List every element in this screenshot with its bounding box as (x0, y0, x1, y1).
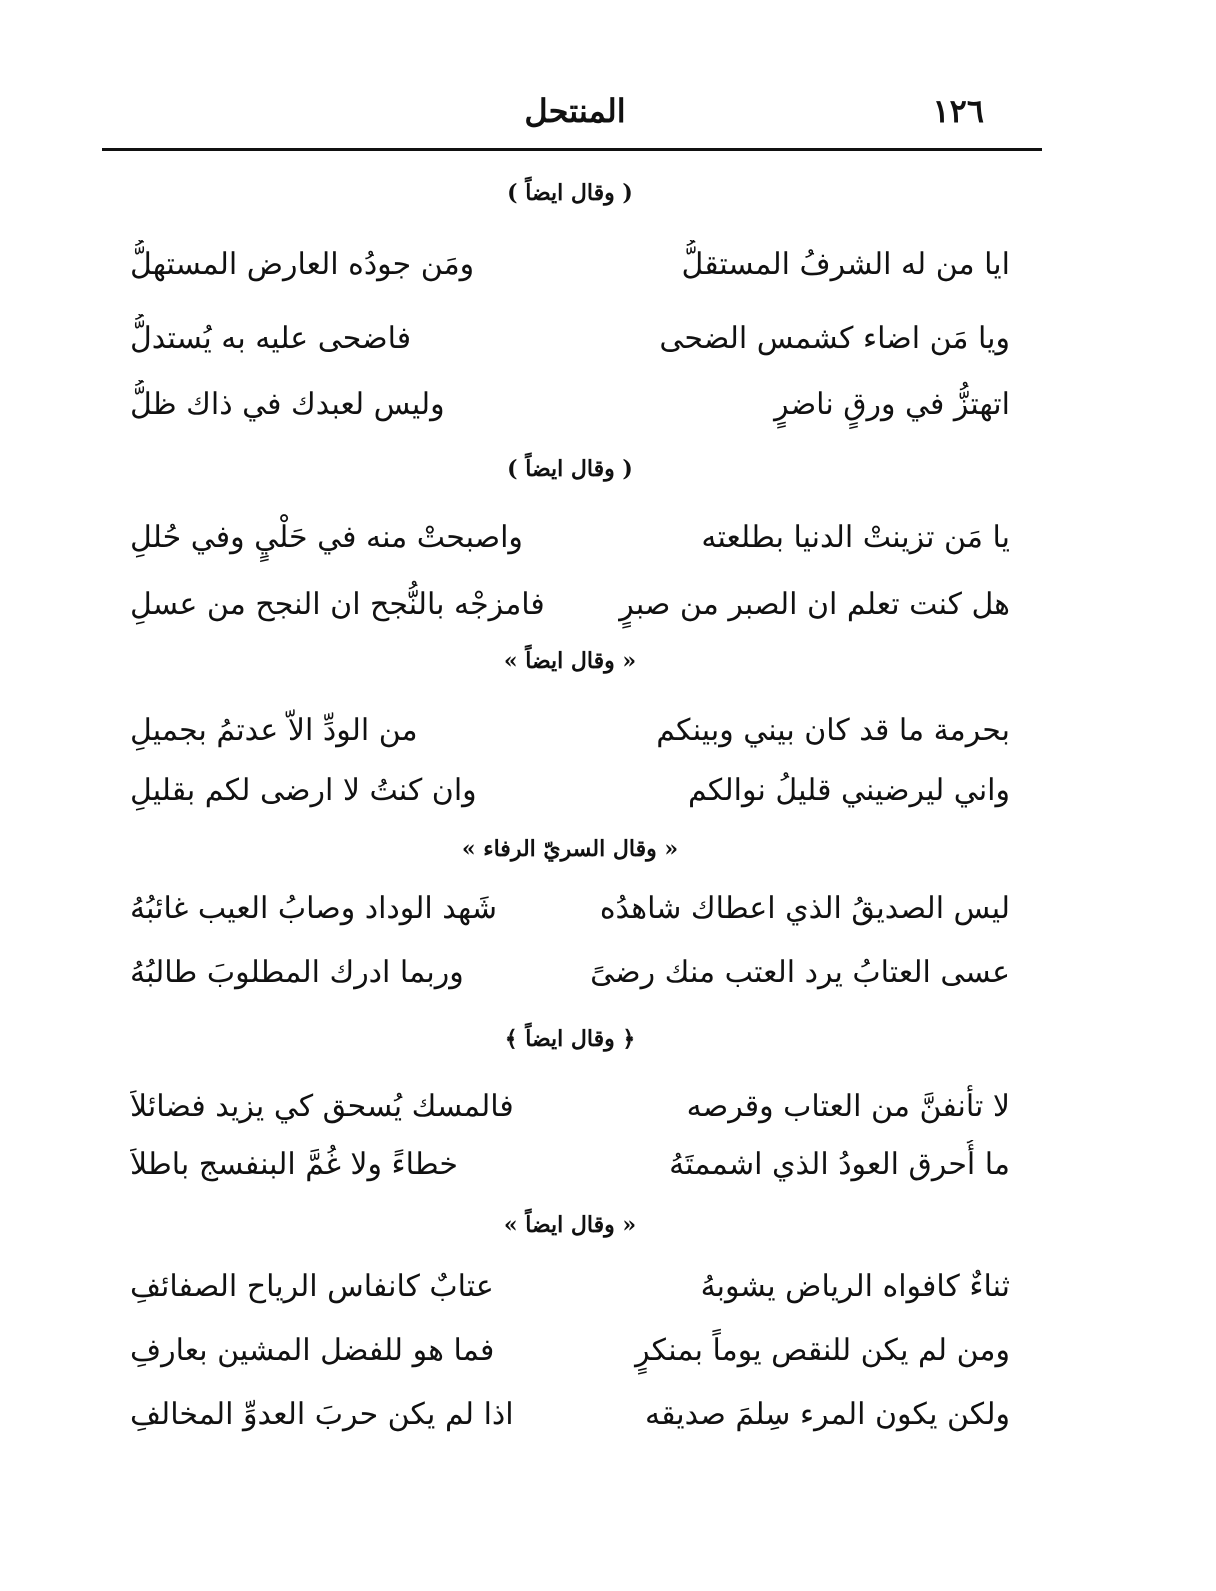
header-rule (102, 148, 1042, 151)
running-title: المنتحل (524, 92, 626, 130)
verse (130, 1082, 1010, 1132)
section-heading: ( وقال ايضاً ) (507, 456, 633, 482)
verse-second-hemistich: وان كنتُ لا ارضى لكم بقليلِ (130, 773, 477, 808)
verse-first-hemistich: ما أُحرق العودُ الذي اشممتَهُ (669, 1147, 1010, 1182)
verse (130, 1326, 1010, 1376)
section-heading: « وقال ايضاً » (503, 1212, 637, 1238)
verse-second-hemistich: واصبحتْ منه في حَلْيٍ وفي حُللِ (130, 520, 523, 555)
verse-first-hemistich: عسى العتابُ يرد العتب منك رضىً (590, 955, 1010, 990)
verse-second-hemistich: ومَن جودُه العارض المستهلُّ (130, 247, 475, 282)
verse-second-hemistich: فما هو للفضل المشين بعارفِ (130, 1333, 495, 1368)
verse-second-hemistich: اذا لم يكن حربَ العدوِّ المخالفِ (130, 1397, 514, 1432)
verse-second-hemistich: خطاءً ولا غُمَّ البنفسج باطلاَ (130, 1147, 458, 1182)
verse-first-hemistich: واني ليرضيني قليلُ نوالكم (687, 773, 1010, 808)
verse-first-hemistich: ثناءٌ كافواه الرياض يشوبهُ (700, 1269, 1010, 1304)
verse (130, 884, 1010, 934)
verse-first-hemistich: لا تأنفنَّ من العتاب وقرصه (686, 1089, 1010, 1124)
verse-second-hemistich: وليس لعبدك في ذاك ظلُّ (130, 387, 445, 422)
verse-second-hemistich: فاضحى عليه به يُستدلُّ (130, 321, 412, 356)
verse-first-hemistich: يا مَن تزينتْ الدنيا بطلعته (701, 520, 1010, 555)
verse (130, 380, 1010, 430)
page-number: ١٢٦ (932, 92, 984, 130)
verse-second-hemistich: عتابٌ كانفاس الرياح الصفائفِ (130, 1269, 494, 1304)
verse-second-hemistich: وربما ادرك المطلوبَ طالبُهُ (130, 955, 464, 990)
verse (130, 1390, 1010, 1440)
section-heading: ( وقال ايضاً ) (507, 180, 633, 206)
verse-first-hemistich: ويا مَن اضاء كشمس الضحى (659, 321, 1010, 356)
verse-second-hemistich: فامزجْه بالنُّجح ان النجح من عسلِ (130, 587, 545, 622)
verse-first-hemistich: ومن لم يكن للنقص يوماً بمنكرٍ (635, 1333, 1010, 1368)
verse (130, 240, 1010, 290)
verse (130, 580, 1010, 630)
verse-first-hemistich: ولكن يكون المرء سِلمَ صديقه (645, 1397, 1010, 1432)
verse-second-hemistich: شَهد الوداد وصابُ العيب غائبُهُ (130, 891, 498, 926)
verse (130, 1140, 1010, 1190)
verse-first-hemistich: ايا من له الشرفُ المستقلُّ (681, 247, 1010, 282)
verse (130, 706, 1010, 756)
verse (130, 513, 1010, 563)
section-heading: « وقال السريّ الرفاء » (461, 836, 679, 862)
verse (130, 766, 1010, 816)
verse-second-hemistich: فالمسك يُسحق كي يزيد فضائلاَ (130, 1089, 514, 1124)
verse-first-hemistich: ليس الصديقُ الذي اعطاك شاهدُه (599, 891, 1010, 926)
section-heading: ﴿ وقال ايضاً ﴾ (504, 1026, 636, 1052)
verse (130, 1262, 1010, 1312)
verse (130, 948, 1010, 998)
verse-first-hemistich: بحرمة ما قد كان بيني وبينكم (656, 713, 1010, 748)
verse (130, 314, 1010, 364)
verse-first-hemistich: اتهتزُّ في ورقٍ ناضرٍ (774, 387, 1010, 422)
verse-first-hemistich: هل كنت تعلم ان الصبر من صبرٍ (619, 587, 1010, 622)
section-heading: « وقال ايضاً » (503, 648, 637, 674)
verse-second-hemistich: من الودِّ الاّ عدتمُ بجميلِ (130, 713, 418, 748)
